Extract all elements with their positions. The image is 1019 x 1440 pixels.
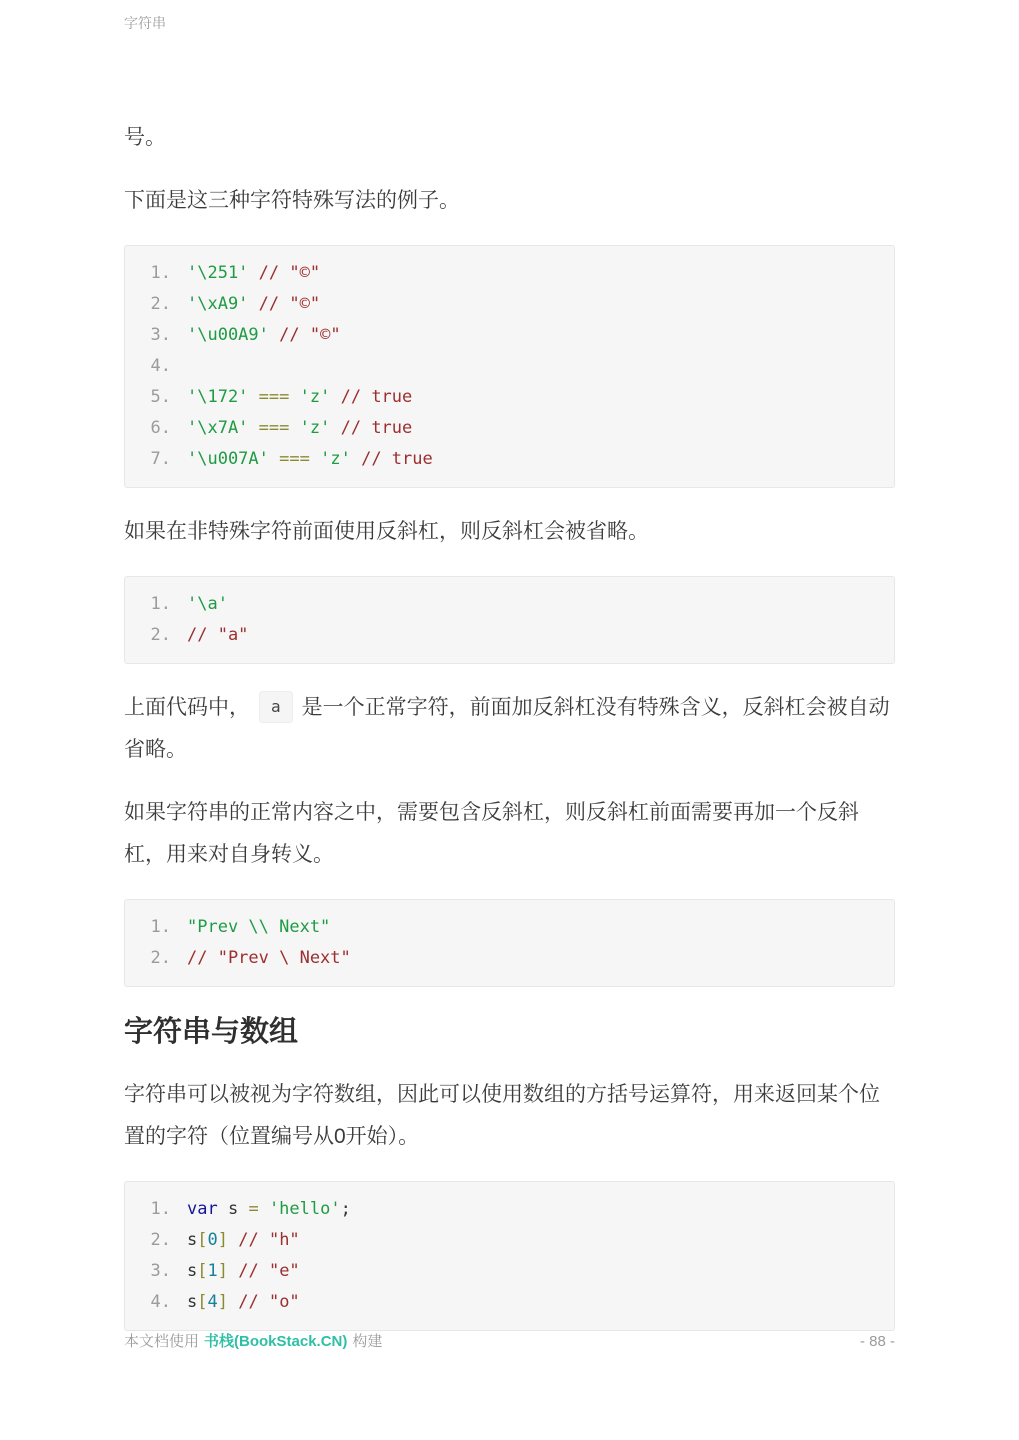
paragraph: 字符串可以被视为字符数组，因此可以使用数组的方括号运算符，用来返回某个位置的字符（位置编号从0开始）。: [124, 1083, 880, 1148]
line-number: 5.: [150, 387, 171, 407]
code-text: '\251' // "©": [187, 263, 321, 283]
code-text: '\a': [187, 594, 228, 614]
code-text: // "Prev \ Next": [187, 948, 351, 968]
code-line: [125, 912, 894, 943]
code-text: s[4] // "o": [187, 1292, 300, 1312]
line-number: 3.: [150, 325, 171, 345]
code-line: [125, 943, 894, 974]
code-text: "Prev \\ Next": [187, 917, 331, 937]
code-line: [125, 320, 894, 351]
code-text: s[1] // "e": [187, 1261, 300, 1281]
code-line: [125, 258, 894, 289]
content-column: [124, 0, 895, 1354]
code-text: '\u00A9' // "©": [187, 325, 341, 345]
line-number: 2.: [150, 625, 171, 645]
footer-prefix: 本文档使用: [124, 1333, 200, 1350]
line-number: 1.: [150, 594, 171, 614]
code-line: [125, 413, 894, 444]
line-number: 1.: [150, 263, 171, 283]
code-line: [125, 1194, 894, 1225]
footer-build-note: [124, 1330, 382, 1351]
code-line: [125, 351, 894, 382]
code-line: [125, 289, 894, 320]
paragraph: [124, 687, 895, 771]
line-number: 4.: [150, 1292, 171, 1312]
line-number: 6.: [150, 418, 171, 438]
code-text: '\xA9' // "©": [187, 294, 321, 314]
paragraph: 下面是这三种字符特殊写法的例子。: [124, 189, 460, 212]
inline-code: a: [259, 691, 293, 723]
code-text: var s = 'hello';: [187, 1199, 351, 1219]
code-line: [125, 589, 894, 620]
line-number: 2.: [150, 294, 171, 314]
line-number: 2.: [150, 1230, 171, 1250]
line-number: 4.: [150, 356, 171, 376]
paragraph: 如果字符串的正常内容之中，需要包含反斜杠，则反斜杠前面需要再加一个反斜杠，用来对自身转义。: [124, 801, 859, 866]
paragraph: 如果在非特殊字符前面使用反斜杠，则反斜杠会被省略。: [124, 520, 649, 543]
line-number: 3.: [150, 1261, 171, 1281]
code-block: [124, 245, 895, 488]
code-text: '\172' === 'z' // true: [187, 387, 413, 407]
line-number: 7.: [150, 449, 171, 469]
line-number: 2.: [150, 948, 171, 968]
footer-suffix: 构建: [352, 1333, 383, 1350]
code-text: s[0] // "h": [187, 1230, 300, 1250]
paragraph-text: 上面代码中，: [124, 696, 250, 719]
code-line: [125, 1287, 894, 1318]
code-block: [124, 899, 895, 987]
code-text: '\u007A' === 'z' // true: [187, 449, 433, 469]
code-block: [124, 1181, 895, 1331]
page-footer: [124, 1330, 895, 1351]
code-line: [125, 1225, 894, 1256]
code-line: [125, 382, 894, 413]
line-number: 1.: [150, 1199, 171, 1219]
code-text: // "a": [187, 625, 249, 645]
code-line: [125, 444, 894, 475]
running-header: 字符串: [124, 15, 166, 31]
code-block: [124, 576, 895, 664]
code-text: '\x7A' === 'z' // true: [187, 418, 413, 438]
bookstack-link[interactable]: 书栈(BookStack.CN): [204, 1333, 348, 1350]
line-number: 1.: [150, 917, 171, 937]
page-number: - 88 -: [859, 1333, 895, 1350]
section-heading: 字符串与数组: [124, 1016, 299, 1048]
code-line: [125, 620, 894, 651]
paragraph-text: 是一个正常字符，前面加反斜杠没有特殊含义，反斜杠会被自动省略。: [124, 696, 890, 761]
paragraph: 号。: [124, 126, 166, 149]
code-line: [125, 1256, 894, 1287]
